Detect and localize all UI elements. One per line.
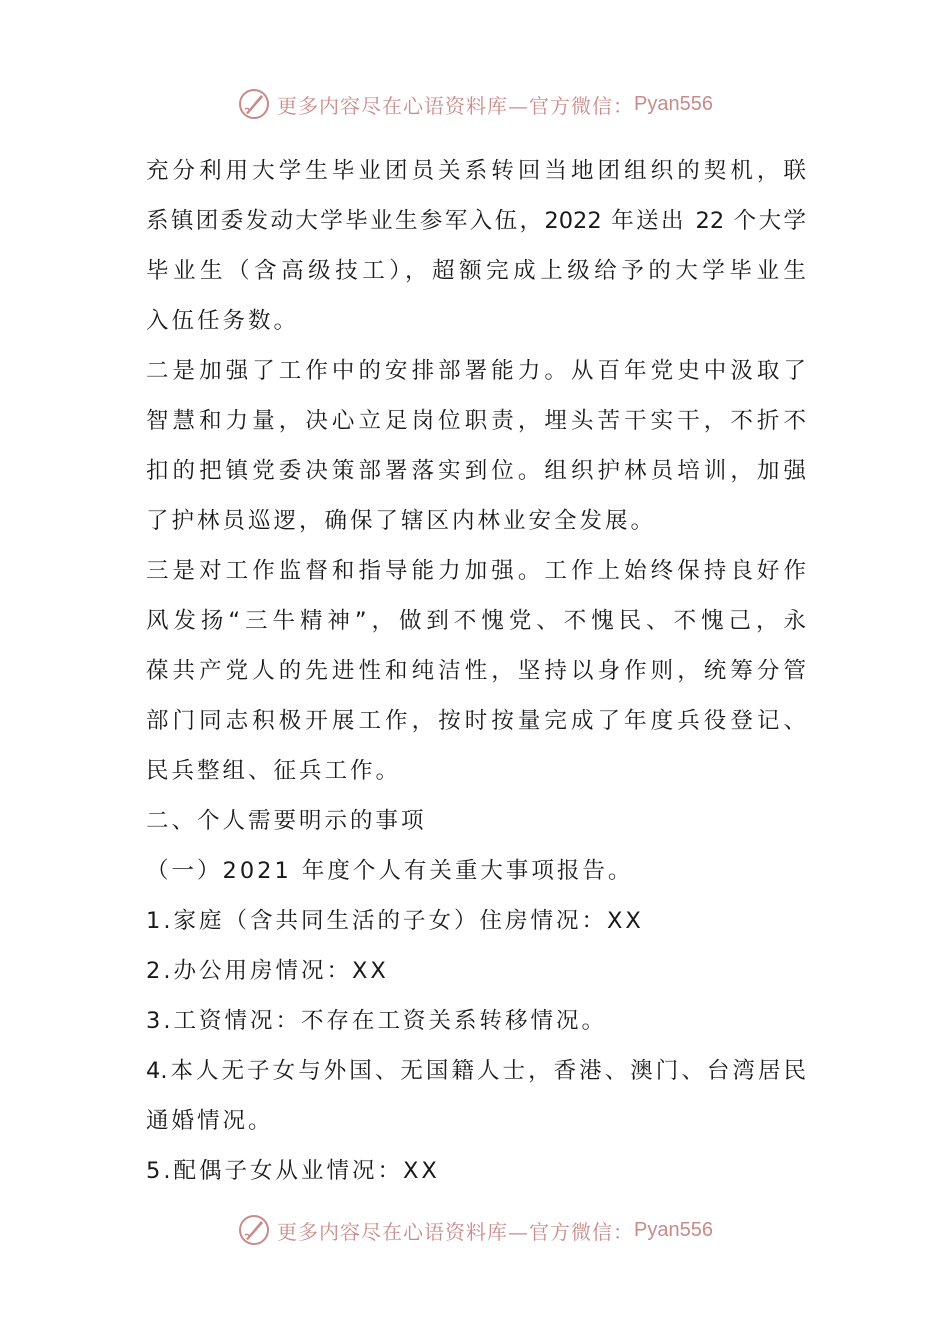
text-line: 葆共产党人的先进性和纯洁性，坚持以身作则，统筹分管	[146, 658, 806, 684]
watermark-header	[0, 84, 950, 124]
text-line: 智慧和力量，决心立足岗位职责，埋头苦干实干，不折不	[146, 408, 806, 434]
list-item: 4.本人无子女与外国、无国籍人士，香港、澳门、台湾居民	[146, 1058, 806, 1084]
quill-logo-icon	[237, 1213, 271, 1247]
list-item: 1.家庭（含共同生活的子女）住房情况：XX	[146, 908, 644, 934]
text-line: 民兵整组、征兵工作。	[146, 758, 402, 784]
watermark-wechat-id: Pyan556	[634, 1218, 713, 1241]
document-body	[146, 146, 806, 1196]
text-line: 入伍任务数。	[146, 308, 300, 334]
text-line: 扣的把镇党委决策部署落实到位。组织护林员培训，加强	[146, 458, 806, 484]
watermark-text: 更多内容尽在心语资料库—官方微信：	[277, 93, 635, 118]
text-line: 充分利用大学生毕业团员关系转回当地团组织的契机，联	[146, 158, 806, 184]
quill-logo-icon	[237, 87, 271, 121]
list-item: 3.工资情况：不存在工资关系转移情况。	[146, 1008, 607, 1034]
watermark-wechat-id: Pyan556	[634, 92, 713, 115]
subsection-heading: （一）2021 年度个人有关重大事项报告。	[146, 858, 634, 884]
text-line: 系镇团委发动大学毕业生参军入伍，2022 年送出 22 个大学	[146, 208, 806, 234]
text-line: 部门同志积极开展工作，按时按量完成了年度兵役登记、	[146, 708, 806, 734]
list-item: 2.办公用房情况：XX	[146, 958, 389, 984]
list-item-continuation: 通婚情况。	[146, 1108, 274, 1134]
list-item: 5.配偶子女从业情况：XX	[146, 1158, 440, 1184]
text-line: 毕业生（含高级技工），超额完成上级给予的大学毕业生	[146, 258, 806, 284]
section-heading: 二、个人需要明示的事项	[146, 808, 427, 834]
watermark-text: 更多内容尽在心语资料库—官方微信：	[277, 1219, 635, 1244]
text-line: 风发扬“三牛精神”，做到不愧党、不愧民、不愧己，永	[146, 608, 806, 634]
text-line: 了护林员巡逻，确保了辖区内林业安全发展。	[146, 508, 657, 534]
text-line: 二是加强了工作中的安排部署能力。从百年党史中汲取了	[146, 358, 806, 384]
text-line: 三是对工作监督和指导能力加强。工作上始终保持良好作	[146, 558, 806, 584]
watermark-footer	[0, 1210, 950, 1250]
